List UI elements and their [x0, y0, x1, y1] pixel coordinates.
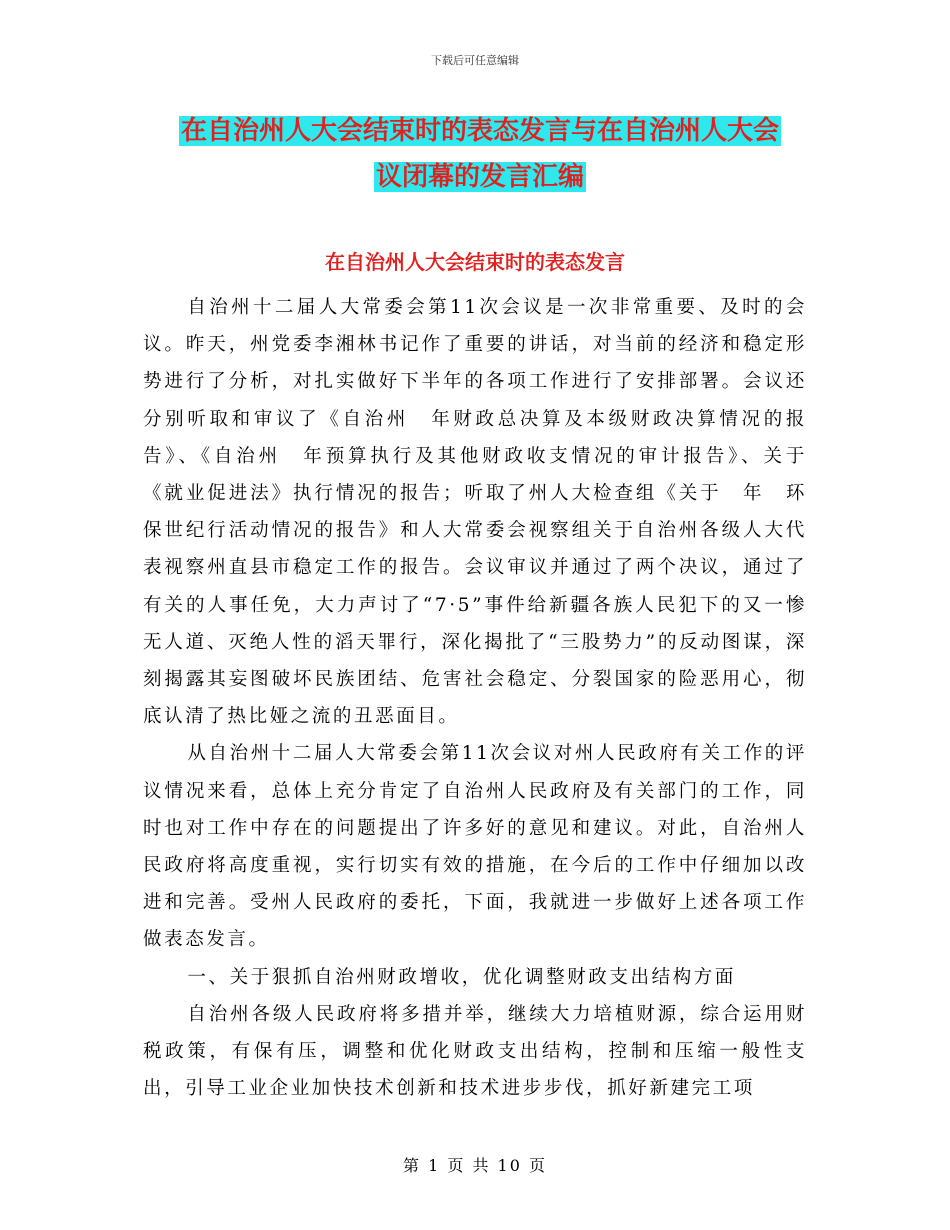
document-title-line2: 议闭幕的发言汇编	[375, 162, 584, 192]
paragraph-heading: 一、关于狠抓自治州财政增收，优化调整财政支出结构方面	[187, 966, 736, 988]
paragraph: 自治州各级人民政府将多措并举，继续大力培植财源，综合运用财税政策，有保有压，调整和优化财政支出结构，控制和压缩一般性支出，引导工业企业加快技术创新和技术进步步伐，抓好新建完工项	[143, 1003, 807, 1100]
paragraph: 自治州十二届人大常委会第11次会议是一次非常重要、及时的会议。昨天，州党委李湘林书记作了重要的讲话，对当前的经济和稳定形势进行了分析，对扎实做好下半年的各项工作进行了安排部署。会议还分别听取和审议了《自治州 年财政总决算及本级财政决算情况的报告》、《自治州 年预算执行及其他财政收支情况的审计报告》、关于《就业促进法》执行情况的报告；听取了州人大检查组《关于 年 环保世纪行活动情况的报告》和人大常委会视察组关于自治州各级人大代表视察州直县市稳定工作的报告。会议审议并通过了两个决议，通过了有关的人事任免，大力声讨了“7·5”事件给新疆各族人民犯下的又一惨无人道、灭绝人性的滔天罪行，深化揭批了“三股势力”的反动图谋，深刻揭露其妄图破坏民族团结、危害社会稳定、分裂国家的险恶用心，彻底认清了热比娅之流的丑恶面目。	[143, 297, 807, 728]
section-title: 在自治州人大会结束时的表态发言	[325, 250, 625, 274]
page-header-note: 下载后可任意编辑	[431, 54, 519, 67]
page-number: 第 1 页 共 10 页	[403, 1156, 547, 1175]
document-title-line1: 在自治州人大会结束时的表态发言与在自治州人大会	[180, 116, 779, 146]
paragraph: 从自治州十二届人大常委会第11次会议对州人民政府有关工作的评议情况来看，总体上充分肯定了自治州人民政府及有关部门的工作，同时也对工作中存在的问题提出了许多好的意见和建议。对此，自治州人民政府将高度重视，实行切实有效的措施，在今后的工作中仔细加以改进和完善。受州人民政府的委托，下面，我就进一步做好上述各项工作做表态发言。	[143, 743, 807, 951]
document-title	[140, 108, 820, 200]
document-body	[143, 289, 807, 1107]
